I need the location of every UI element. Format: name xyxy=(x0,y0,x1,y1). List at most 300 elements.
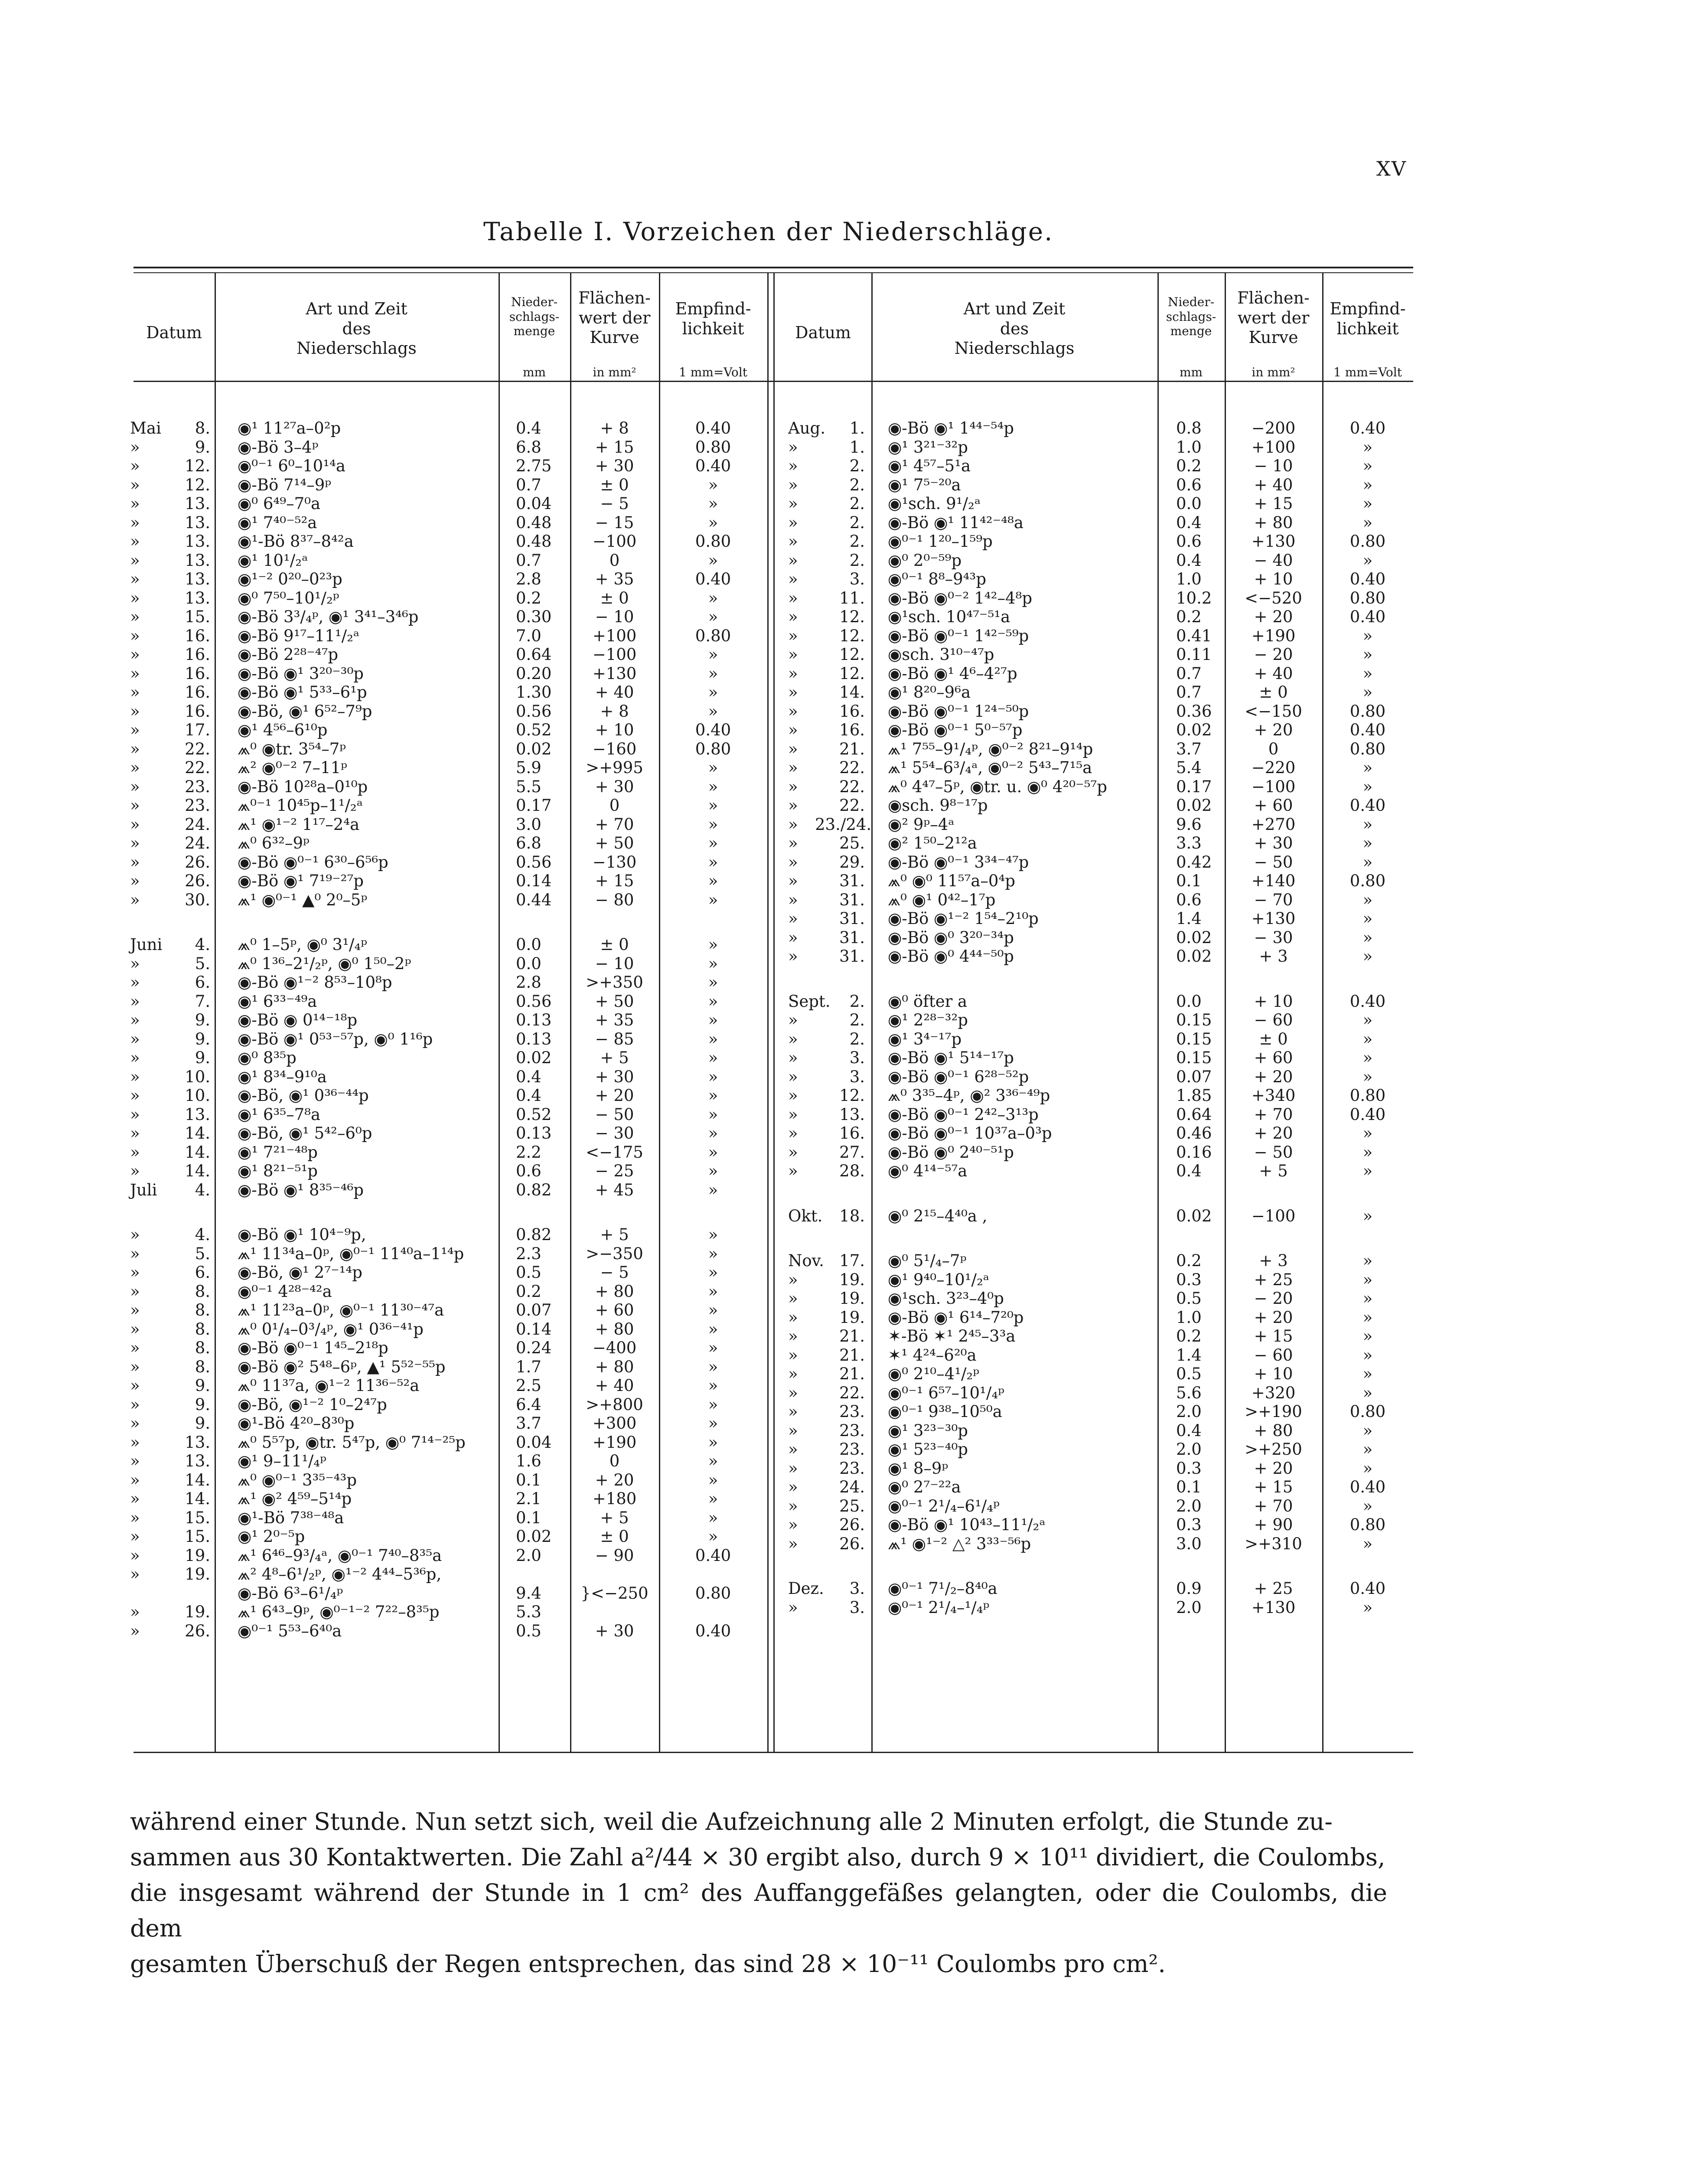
cell-art-und-zeit: ◉-Bö ◉⁰⁻¹ 1⁴⁵–2¹⁸p xyxy=(238,1339,388,1357)
cell-empfindlichkeit: 0.40 xyxy=(1349,721,1386,739)
cell-empfindlichkeit: » xyxy=(1362,1496,1373,1515)
cell-datum-day: 31. xyxy=(839,890,865,909)
cell-art-und-zeit: ◉-Bö ◉¹ 8³⁵⁻⁴⁶p xyxy=(238,1180,364,1199)
cell-datum-day: 18. xyxy=(839,1206,865,1225)
table-row xyxy=(0,1347,1708,1364)
cell-niederschlagsmenge: 2.3 xyxy=(516,1244,541,1263)
cell-art-und-zeit: ◉¹ 9⁴⁰–10¹/₂ᵃ xyxy=(888,1270,990,1289)
cell-empfindlichkeit: » xyxy=(708,1489,718,1508)
cell-niederschlagsmenge: 0.4 xyxy=(1176,551,1202,570)
cell-datum-month: » xyxy=(788,721,798,739)
cell-datum-month: » xyxy=(130,852,140,872)
cell-datum-month: » xyxy=(130,457,140,475)
cell-datum-day: 8. xyxy=(195,1301,210,1319)
header-empf-l2: lichkeit xyxy=(682,319,744,338)
cell-flaechenwert: + 40 xyxy=(1254,475,1293,494)
cell-flaechenwert: + 5 xyxy=(600,1048,629,1067)
cell-empfindlichkeit: 0.40 xyxy=(1349,992,1386,1011)
cell-datum-day: 26. xyxy=(839,1515,865,1534)
cell-datum-month: » xyxy=(130,872,140,890)
cell-datum-day: 23./24. xyxy=(815,815,872,834)
cell-flaechenwert: ± 0 xyxy=(1259,1029,1288,1048)
cell-datum-day: 22. xyxy=(839,758,865,777)
cell-datum-day: 2. xyxy=(849,992,865,1011)
cell-niederschlagsmenge: 0.13 xyxy=(516,1011,552,1029)
cell-empfindlichkeit: » xyxy=(708,1470,718,1489)
cell-art-und-zeit: ◉-Bö ◉ 0¹⁴⁻¹⁸p xyxy=(238,1011,358,1029)
header-flaeche-l2: wert der xyxy=(578,308,651,327)
cell-art-und-zeit: ◉¹-Bö 4²⁰–8³⁰p xyxy=(238,1414,355,1433)
header-menge-right-l2: schlags- xyxy=(1166,309,1216,324)
cell-art-und-zeit: ◉⁰⁻¹ 1²⁰–1⁵⁹p xyxy=(888,532,993,551)
cell-flaechenwert: + 40 xyxy=(1254,664,1293,683)
cell-datum-day: 24. xyxy=(839,1478,865,1496)
cell-datum-day: 2. xyxy=(849,551,865,570)
cell-art-und-zeit: ⩕¹ 11²³a–0ᵖ, ◉⁰⁻¹ 11³⁰⁻⁴⁷a xyxy=(238,1301,444,1319)
cell-datum-month: » xyxy=(130,1244,140,1263)
cell-art-und-zeit: ✶-Bö ✶¹ 2⁴⁵–3³a xyxy=(888,1327,1016,1345)
cell-datum-month: » xyxy=(130,1263,140,1282)
cell-datum-month: » xyxy=(788,1289,798,1308)
cell-empfindlichkeit: 0.80 xyxy=(695,739,731,758)
cell-empfindlichkeit: » xyxy=(1362,928,1373,947)
header-empf-right-l1: Empfind- xyxy=(1330,299,1406,318)
cell-flaechenwert: −100 xyxy=(592,532,637,551)
cell-art-und-zeit: ◉-Bö ◉² 5⁴⁸–6ᵖ, ▲¹ 5⁵²⁻⁵⁵p xyxy=(238,1357,446,1376)
cell-empfindlichkeit: 0.80 xyxy=(1349,1515,1386,1534)
cell-art-und-zeit: ⩕⁰ 6³²–9ᵖ xyxy=(238,834,310,852)
cell-datum-day: 13. xyxy=(185,1433,210,1452)
cell-datum-day: 25. xyxy=(839,834,865,852)
cell-niederschlagsmenge: 5.5 xyxy=(516,777,541,796)
cell-niederschlagsmenge: 0.02 xyxy=(516,1048,552,1067)
cell-art-und-zeit: ◉¹ 3⁴⁻¹⁷p xyxy=(888,1029,962,1048)
cell-empfindlichkeit: » xyxy=(708,1029,718,1048)
table-row xyxy=(0,627,1708,645)
cell-datum-day: 15. xyxy=(185,1527,210,1546)
cell-empfindlichkeit: » xyxy=(1362,909,1373,928)
table-row xyxy=(0,684,1708,701)
cell-empfindlichkeit: » xyxy=(708,1414,718,1433)
cell-empfindlichkeit: » xyxy=(1362,1383,1373,1402)
cell-flaechenwert: + 25 xyxy=(1254,1270,1293,1289)
cell-datum-day: 22. xyxy=(839,1383,865,1402)
cell-art-und-zeit: ◉-Bö, ◉¹ 2⁷⁻¹⁴p xyxy=(238,1263,362,1282)
cell-datum-day: 13. xyxy=(185,551,210,570)
cell-niederschlagsmenge: 0.46 xyxy=(1176,1124,1212,1143)
cell-empfindlichkeit: » xyxy=(1362,1048,1373,1067)
cell-datum-day: 8. xyxy=(195,1357,210,1376)
cell-art-und-zeit: ⩕² ◉⁰⁻² 7–11ᵖ xyxy=(238,758,347,777)
table-row xyxy=(0,929,1708,947)
cell-datum-day: 14. xyxy=(185,1470,210,1489)
cell-flaechenwert: − 5 xyxy=(600,494,629,513)
cell-empfindlichkeit: » xyxy=(708,1124,718,1143)
table-row xyxy=(0,608,1708,626)
table-row xyxy=(0,722,1708,739)
table-row xyxy=(0,854,1708,871)
cell-empfindlichkeit: » xyxy=(1362,1440,1373,1459)
cell-art-und-zeit: ◉⁰⁻¹ 6⁵⁷–10¹/₄ᵖ xyxy=(888,1383,1004,1402)
header-empf xyxy=(659,299,767,339)
cell-art-und-zeit: ◉¹ 10¹/₂ᵃ xyxy=(238,551,308,570)
cell-datum-day: 3. xyxy=(849,570,865,588)
cell-niederschlagsmenge: 0.7 xyxy=(1176,683,1202,702)
cell-niederschlagsmenge: 0.82 xyxy=(516,1225,552,1244)
table-row xyxy=(0,1328,1708,1345)
cell-empfindlichkeit: » xyxy=(708,1086,718,1105)
cell-datum-day: 14. xyxy=(839,683,865,702)
cell-empfindlichkeit: » xyxy=(708,815,718,834)
cell-flaechenwert: +100 xyxy=(592,626,637,645)
cell-flaechenwert: + 40 xyxy=(595,1376,634,1395)
cell-art-und-zeit: ◉-Bö ◉⁰ 3²⁰⁻³⁴p xyxy=(888,928,1014,947)
cell-datum-month: » xyxy=(788,758,798,777)
cell-empfindlichkeit: » xyxy=(708,1433,718,1452)
table-row xyxy=(0,1208,1708,1225)
cell-empfindlichkeit: » xyxy=(1362,947,1373,966)
cell-niederschlagsmenge: 0.56 xyxy=(516,702,552,721)
cell-niederschlagsmenge: 0.16 xyxy=(1176,1143,1212,1162)
cell-niederschlagsmenge: 0.0 xyxy=(1176,992,1202,1011)
cell-niederschlagsmenge: 0.48 xyxy=(516,532,552,551)
cell-datum-day: 9. xyxy=(195,1395,210,1414)
cell-empfindlichkeit: » xyxy=(1362,513,1373,532)
table-row xyxy=(0,1535,1708,1553)
cell-empfindlichkeit: 0.80 xyxy=(695,626,731,645)
cell-datum-day: 1. xyxy=(849,419,865,438)
cell-flaechenwert: >+250 xyxy=(1245,1440,1302,1459)
cell-flaechenwert: − 40 xyxy=(1254,551,1293,570)
cell-art-und-zeit: ◉⁰ 6⁴⁹–7⁰a xyxy=(238,494,321,513)
cell-datum-month: » xyxy=(788,1162,798,1180)
cell-niederschlagsmenge: 0.13 xyxy=(516,1029,552,1048)
cell-datum-month: » xyxy=(130,475,140,494)
cell-datum-day: 9. xyxy=(195,1011,210,1029)
cell-art-und-zeit: ◉-Bö 2²⁸⁻⁴⁷p xyxy=(238,645,339,664)
cell-art-und-zeit: ◉¹ 11²⁷a–0²p xyxy=(238,419,341,438)
table-row xyxy=(0,514,1708,532)
header-art-l1: Art und Zeit xyxy=(306,299,407,318)
header-menge-right-l3: menge xyxy=(1170,324,1212,339)
cell-flaechenwert: + 20 xyxy=(1254,1124,1293,1143)
cell-art-und-zeit: ◉² 1⁵⁰–2¹²a xyxy=(888,834,977,852)
cell-datum-month: Juli xyxy=(130,1180,157,1199)
cell-empfindlichkeit: 0.40 xyxy=(695,570,731,588)
cell-niederschlagsmenge: 0.41 xyxy=(1176,626,1212,645)
cell-datum-day: 21. xyxy=(839,1365,865,1383)
cell-flaechenwert: ± 0 xyxy=(1259,683,1288,702)
cell-flaechenwert: − 60 xyxy=(1254,1345,1293,1365)
cell-art-und-zeit: ◉-Bö ◉¹⁻² 1⁵⁴–2¹⁰p xyxy=(888,909,1039,928)
cell-art-und-zeit: ◉-Bö ◉¹ 7¹⁹⁻²⁷p xyxy=(238,872,364,890)
cell-flaechenwert: + 70 xyxy=(595,815,634,834)
cell-datum-month: » xyxy=(788,872,798,890)
table-row xyxy=(0,1031,1708,1048)
cell-niederschlagsmenge: 3.7 xyxy=(516,1414,541,1433)
cell-datum-month: » xyxy=(130,1162,140,1180)
cell-datum-month: » xyxy=(788,1029,798,1048)
cell-datum-day: 4. xyxy=(195,1180,210,1199)
cell-flaechenwert: +180 xyxy=(592,1489,637,1508)
cell-datum-day: 24. xyxy=(185,815,210,834)
cell-empfindlichkeit: 0.80 xyxy=(1349,588,1386,607)
cell-niederschlagsmenge: 0.9 xyxy=(1176,1579,1202,1598)
table-title: Tabelle I. Vorzeichen der Niederschläge. xyxy=(483,217,1054,246)
cell-art-und-zeit: ◉¹ 2⁰⁻⁵p xyxy=(238,1527,305,1546)
cell-art-und-zeit: ⩕¹ 7⁵⁵–9¹/₄ᵖ, ◉⁰⁻² 8²¹–9¹⁴p xyxy=(888,739,1093,758)
cell-empfindlichkeit: » xyxy=(708,834,718,852)
cell-niederschlagsmenge: 0.3 xyxy=(1176,1270,1202,1289)
cell-art-und-zeit: ◉-Bö, ◉¹ 0³⁶⁻⁴⁴p xyxy=(238,1086,369,1105)
cell-flaechenwert: − 80 xyxy=(595,890,634,909)
cell-art-und-zeit: ⩕⁰ ◉tr. 3⁵⁴–7ᵖ xyxy=(238,739,346,758)
table-row xyxy=(0,533,1708,550)
cell-datum-month: » xyxy=(788,1011,798,1029)
cell-datum-day: 3. xyxy=(849,1598,865,1617)
cell-datum-month: » xyxy=(130,834,140,852)
cell-flaechenwert: − 30 xyxy=(595,1124,634,1143)
cell-datum-month: » xyxy=(130,1105,140,1124)
table-row xyxy=(0,1226,1708,1244)
cell-art-und-zeit: ◉⁰⁻¹ 9³⁸–10⁵⁰a xyxy=(888,1402,1002,1421)
cell-flaechenwert: ± 0 xyxy=(600,1527,629,1546)
cell-art-und-zeit: ◉¹-Bö 7³⁸⁻⁴⁸a xyxy=(238,1508,344,1527)
cell-datum-month: » xyxy=(788,551,798,570)
header-menge xyxy=(499,295,570,339)
cell-flaechenwert: ± 0 xyxy=(600,588,629,607)
cell-flaechenwert: 0 xyxy=(609,796,620,815)
cell-datum-month: » xyxy=(130,815,140,834)
cell-datum-day: 6. xyxy=(195,973,210,992)
cell-datum-day: 23. xyxy=(839,1440,865,1459)
cell-art-und-zeit: ◉-Bö ◉¹ 3²⁰⁻³⁰p xyxy=(238,664,364,683)
cell-art-und-zeit: ◉¹sch. 3²³–4⁰p xyxy=(888,1289,1004,1308)
cell-datum-day: 2. xyxy=(849,494,865,513)
cell-empfindlichkeit: » xyxy=(708,1357,718,1376)
cell-datum-month: » xyxy=(788,683,798,702)
cell-datum-month: » xyxy=(130,973,140,992)
cell-niederschlagsmenge: 0.07 xyxy=(516,1301,552,1319)
cell-flaechenwert: + 45 xyxy=(595,1180,634,1199)
cell-art-und-zeit: ◉-Bö ◉¹ 10⁴⁻⁹p, xyxy=(238,1225,366,1244)
cell-datum-month: » xyxy=(788,928,798,947)
cell-datum-day: 26. xyxy=(185,1621,210,1640)
cell-empfindlichkeit: 0.40 xyxy=(1349,419,1386,438)
cell-art-und-zeit: ◉-Bö ◉¹⁻² 8⁵³–10⁸p xyxy=(238,973,392,992)
cell-datum-month: » xyxy=(788,890,798,909)
cell-niederschlagsmenge: 0.20 xyxy=(516,664,552,683)
cell-niederschlagsmenge: 0.07 xyxy=(1176,1067,1212,1086)
cell-niederschlagsmenge: 2.1 xyxy=(516,1489,541,1508)
cell-niederschlagsmenge: 0.5 xyxy=(1176,1365,1202,1383)
cell-flaechenwert: − 50 xyxy=(1254,852,1293,872)
cell-empfindlichkeit: » xyxy=(708,973,718,992)
cell-art-und-zeit: ◉¹ 4⁵⁶–6¹⁰p xyxy=(238,721,328,739)
cell-empfindlichkeit: » xyxy=(1362,551,1373,570)
cell-art-und-zeit: ◉¹ 6³³⁻⁴⁹a xyxy=(238,992,317,1011)
cell-art-und-zeit: ◉¹ 7⁵⁻²⁰a xyxy=(888,475,961,494)
cell-art-und-zeit: ⩕¹ 5⁵⁴–6³/₄ᵃ, ◉⁰⁻² 5⁴³–7¹⁵a xyxy=(888,758,1092,777)
table-row xyxy=(0,872,1708,890)
cell-datum-day: 8. xyxy=(195,1282,210,1301)
cell-empfindlichkeit: » xyxy=(708,1301,718,1319)
cell-niederschlagsmenge: 5.9 xyxy=(516,758,541,777)
header-art xyxy=(215,299,499,359)
cell-art-und-zeit: ◉-Bö 3–4ᵖ xyxy=(238,438,319,457)
cell-niederschlagsmenge: 0.5 xyxy=(516,1621,541,1640)
cell-flaechenwert: >+310 xyxy=(1245,1534,1302,1553)
cell-niederschlagsmenge: 2.8 xyxy=(516,570,541,588)
cell-datum-day: 16. xyxy=(185,664,210,683)
cell-datum-day: 15. xyxy=(185,1508,210,1527)
cell-niederschlagsmenge: 0.4 xyxy=(516,1086,541,1105)
table-row xyxy=(0,759,1708,777)
cell-datum-day: 4. xyxy=(195,1225,210,1244)
cell-empfindlichkeit: » xyxy=(1362,457,1373,475)
cell-datum-month: » xyxy=(130,1433,140,1452)
cell-empfindlichkeit: 0.80 xyxy=(695,438,731,457)
cell-niederschlagsmenge: 0.4 xyxy=(516,1067,541,1086)
cell-niederschlagsmenge: 1.4 xyxy=(1176,1345,1202,1365)
cell-empfindlichkeit: » xyxy=(708,513,718,532)
cell-niederschlagsmenge: 0.5 xyxy=(516,1263,541,1282)
cell-datum-day: 22. xyxy=(185,739,210,758)
header-empf-right xyxy=(1322,299,1413,339)
cell-datum-month: Dez. xyxy=(788,1579,824,1598)
cell-datum-month: » xyxy=(788,739,798,758)
cell-niederschlagsmenge: 0.56 xyxy=(516,992,552,1011)
cell-empfindlichkeit: » xyxy=(708,1319,718,1339)
cell-art-und-zeit: ◉-Bö, ◉¹ 5⁴²–6⁰p xyxy=(238,1124,372,1143)
cell-datum-month: » xyxy=(788,570,798,588)
cell-flaechenwert: }<−250 xyxy=(580,1584,649,1603)
cell-datum-month: » xyxy=(788,834,798,852)
cell-datum-day: 12. xyxy=(839,645,865,664)
cell-niederschlagsmenge: 0.42 xyxy=(1176,852,1212,872)
cell-datum-month: » xyxy=(130,513,140,532)
cell-art-und-zeit: ◉-Bö ◉⁰⁻¹ 1²⁴⁻⁵⁰p xyxy=(888,702,1029,721)
cell-niederschlagsmenge: 0.0 xyxy=(1176,494,1202,513)
cell-flaechenwert: + 30 xyxy=(595,1621,634,1640)
cell-niederschlagsmenge: 10.2 xyxy=(1176,588,1212,607)
cell-flaechenwert: + 90 xyxy=(1254,1515,1293,1534)
cell-niederschlagsmenge: 2.0 xyxy=(1176,1598,1202,1617)
cell-datum-day: 21. xyxy=(839,739,865,758)
cell-flaechenwert: + 20 xyxy=(1254,1459,1293,1478)
cell-datum-month: » xyxy=(130,796,140,815)
cell-art-und-zeit: ⩕¹ ◉⁰⁻¹ ▲⁰ 2⁰–5ᵖ xyxy=(238,890,368,909)
cell-flaechenwert: −220 xyxy=(1251,758,1296,777)
cell-flaechenwert: + 30 xyxy=(595,457,634,475)
cell-niederschlagsmenge: 0.5 xyxy=(1176,1289,1202,1308)
cell-flaechenwert: −100 xyxy=(1251,777,1296,796)
cell-datum-month: » xyxy=(130,1124,140,1143)
cell-datum-month: » xyxy=(130,992,140,1011)
cell-flaechenwert: + 40 xyxy=(595,683,634,702)
cell-niederschlagsmenge: 0.64 xyxy=(1176,1105,1212,1124)
cell-empfindlichkeit: » xyxy=(1362,834,1373,852)
cell-art-und-zeit: ◉⁰ 4¹⁴⁻⁵⁷a xyxy=(888,1162,968,1180)
cell-datum-day: 1. xyxy=(849,438,865,457)
header-flaeche-l3: Kurve xyxy=(590,328,639,347)
cell-flaechenwert: − 20 xyxy=(1254,1289,1293,1308)
cell-datum-day: 31. xyxy=(839,947,865,966)
cell-flaechenwert: + 80 xyxy=(595,1357,634,1376)
cell-niederschlagsmenge: 0.4 xyxy=(1176,1162,1202,1180)
cell-niederschlagsmenge: 3.0 xyxy=(1176,1534,1202,1553)
cell-niederschlagsmenge: 2.0 xyxy=(516,1546,541,1565)
cell-art-und-zeit: ◉-Bö ◉⁰⁻² 1⁴²–4⁸p xyxy=(888,588,1033,607)
table-row xyxy=(0,1012,1708,1029)
cell-flaechenwert: +130 xyxy=(1251,909,1296,928)
cell-datum-month: Okt. xyxy=(788,1206,823,1225)
cell-datum-day: 3. xyxy=(849,1067,865,1086)
table-row xyxy=(0,590,1708,607)
cell-datum-month: » xyxy=(130,1376,140,1395)
header-empf-l1: Empfind- xyxy=(675,299,751,318)
cell-flaechenwert: + 10 xyxy=(595,721,634,739)
table-row xyxy=(0,1162,1708,1180)
cell-art-und-zeit: ◉⁰⁻¹ 6⁰–10¹⁴a xyxy=(238,457,346,475)
cell-empfindlichkeit: » xyxy=(1362,645,1373,664)
cell-datum-day: 2. xyxy=(849,475,865,494)
cell-flaechenwert: + 10 xyxy=(1254,570,1293,588)
cell-empfindlichkeit: » xyxy=(1362,1534,1373,1553)
cell-empfindlichkeit: » xyxy=(708,645,718,664)
cell-datum-day: 12. xyxy=(185,475,210,494)
cell-empfindlichkeit: » xyxy=(1362,1421,1373,1440)
table-row xyxy=(0,439,1708,456)
cell-datum-day: 13. xyxy=(185,570,210,588)
cell-empfindlichkeit: » xyxy=(708,954,718,973)
cell-niederschlagsmenge: 0.2 xyxy=(1176,457,1202,475)
cell-datum-month: » xyxy=(130,1011,140,1029)
cell-flaechenwert: 0 xyxy=(609,551,620,570)
cell-empfindlichkeit: 0.40 xyxy=(1349,607,1386,626)
cell-datum-month: » xyxy=(788,796,798,815)
cell-flaechenwert: + 60 xyxy=(1254,1048,1293,1067)
cell-datum-day: 25. xyxy=(839,1496,865,1515)
unit-empf: 1 mm=Volt xyxy=(679,365,747,379)
cell-datum-month: » xyxy=(788,1270,798,1289)
cell-art-und-zeit: ⩕¹ ◉² 4⁵⁹–5¹⁴p xyxy=(238,1489,352,1508)
cell-empfindlichkeit: » xyxy=(708,702,718,721)
cell-art-und-zeit: ◉⁰⁻¹ 2¹/₄–¹/₄ᵖ xyxy=(888,1598,990,1617)
cell-art-und-zeit: ◉-Bö ◉⁰⁻¹ 3³⁴⁻⁴⁷p xyxy=(888,852,1029,872)
cell-flaechenwert: + 10 xyxy=(1254,1365,1293,1383)
cell-empfindlichkeit: » xyxy=(1362,852,1373,872)
cell-empfindlichkeit: » xyxy=(1362,1308,1373,1327)
cell-niederschlagsmenge: 0.2 xyxy=(1176,1251,1202,1270)
cell-empfindlichkeit: » xyxy=(708,1263,718,1282)
cell-empfindlichkeit: 0.80 xyxy=(695,532,731,551)
cell-flaechenwert: >−350 xyxy=(586,1244,643,1263)
cell-flaechenwert: −130 xyxy=(592,852,637,872)
cell-datum-day: 4. xyxy=(195,935,210,954)
table-row xyxy=(0,1516,1708,1534)
cell-datum-day: 13. xyxy=(185,1105,210,1124)
cell-empfindlichkeit: » xyxy=(708,852,718,872)
cell-niederschlagsmenge: 0.3 xyxy=(1176,1515,1202,1534)
cell-art-und-zeit: ◉-Bö, ◉¹⁻² 1⁰–2⁴⁷p xyxy=(238,1395,387,1414)
cell-datum-day: 14. xyxy=(185,1162,210,1180)
header-flaeche-right xyxy=(1225,288,1322,348)
cell-datum-month: » xyxy=(130,1029,140,1048)
cell-art-und-zeit: ◉⁰ öfter a xyxy=(888,992,968,1011)
cell-datum-month: » xyxy=(788,852,798,872)
cell-datum-day: 9. xyxy=(195,438,210,457)
